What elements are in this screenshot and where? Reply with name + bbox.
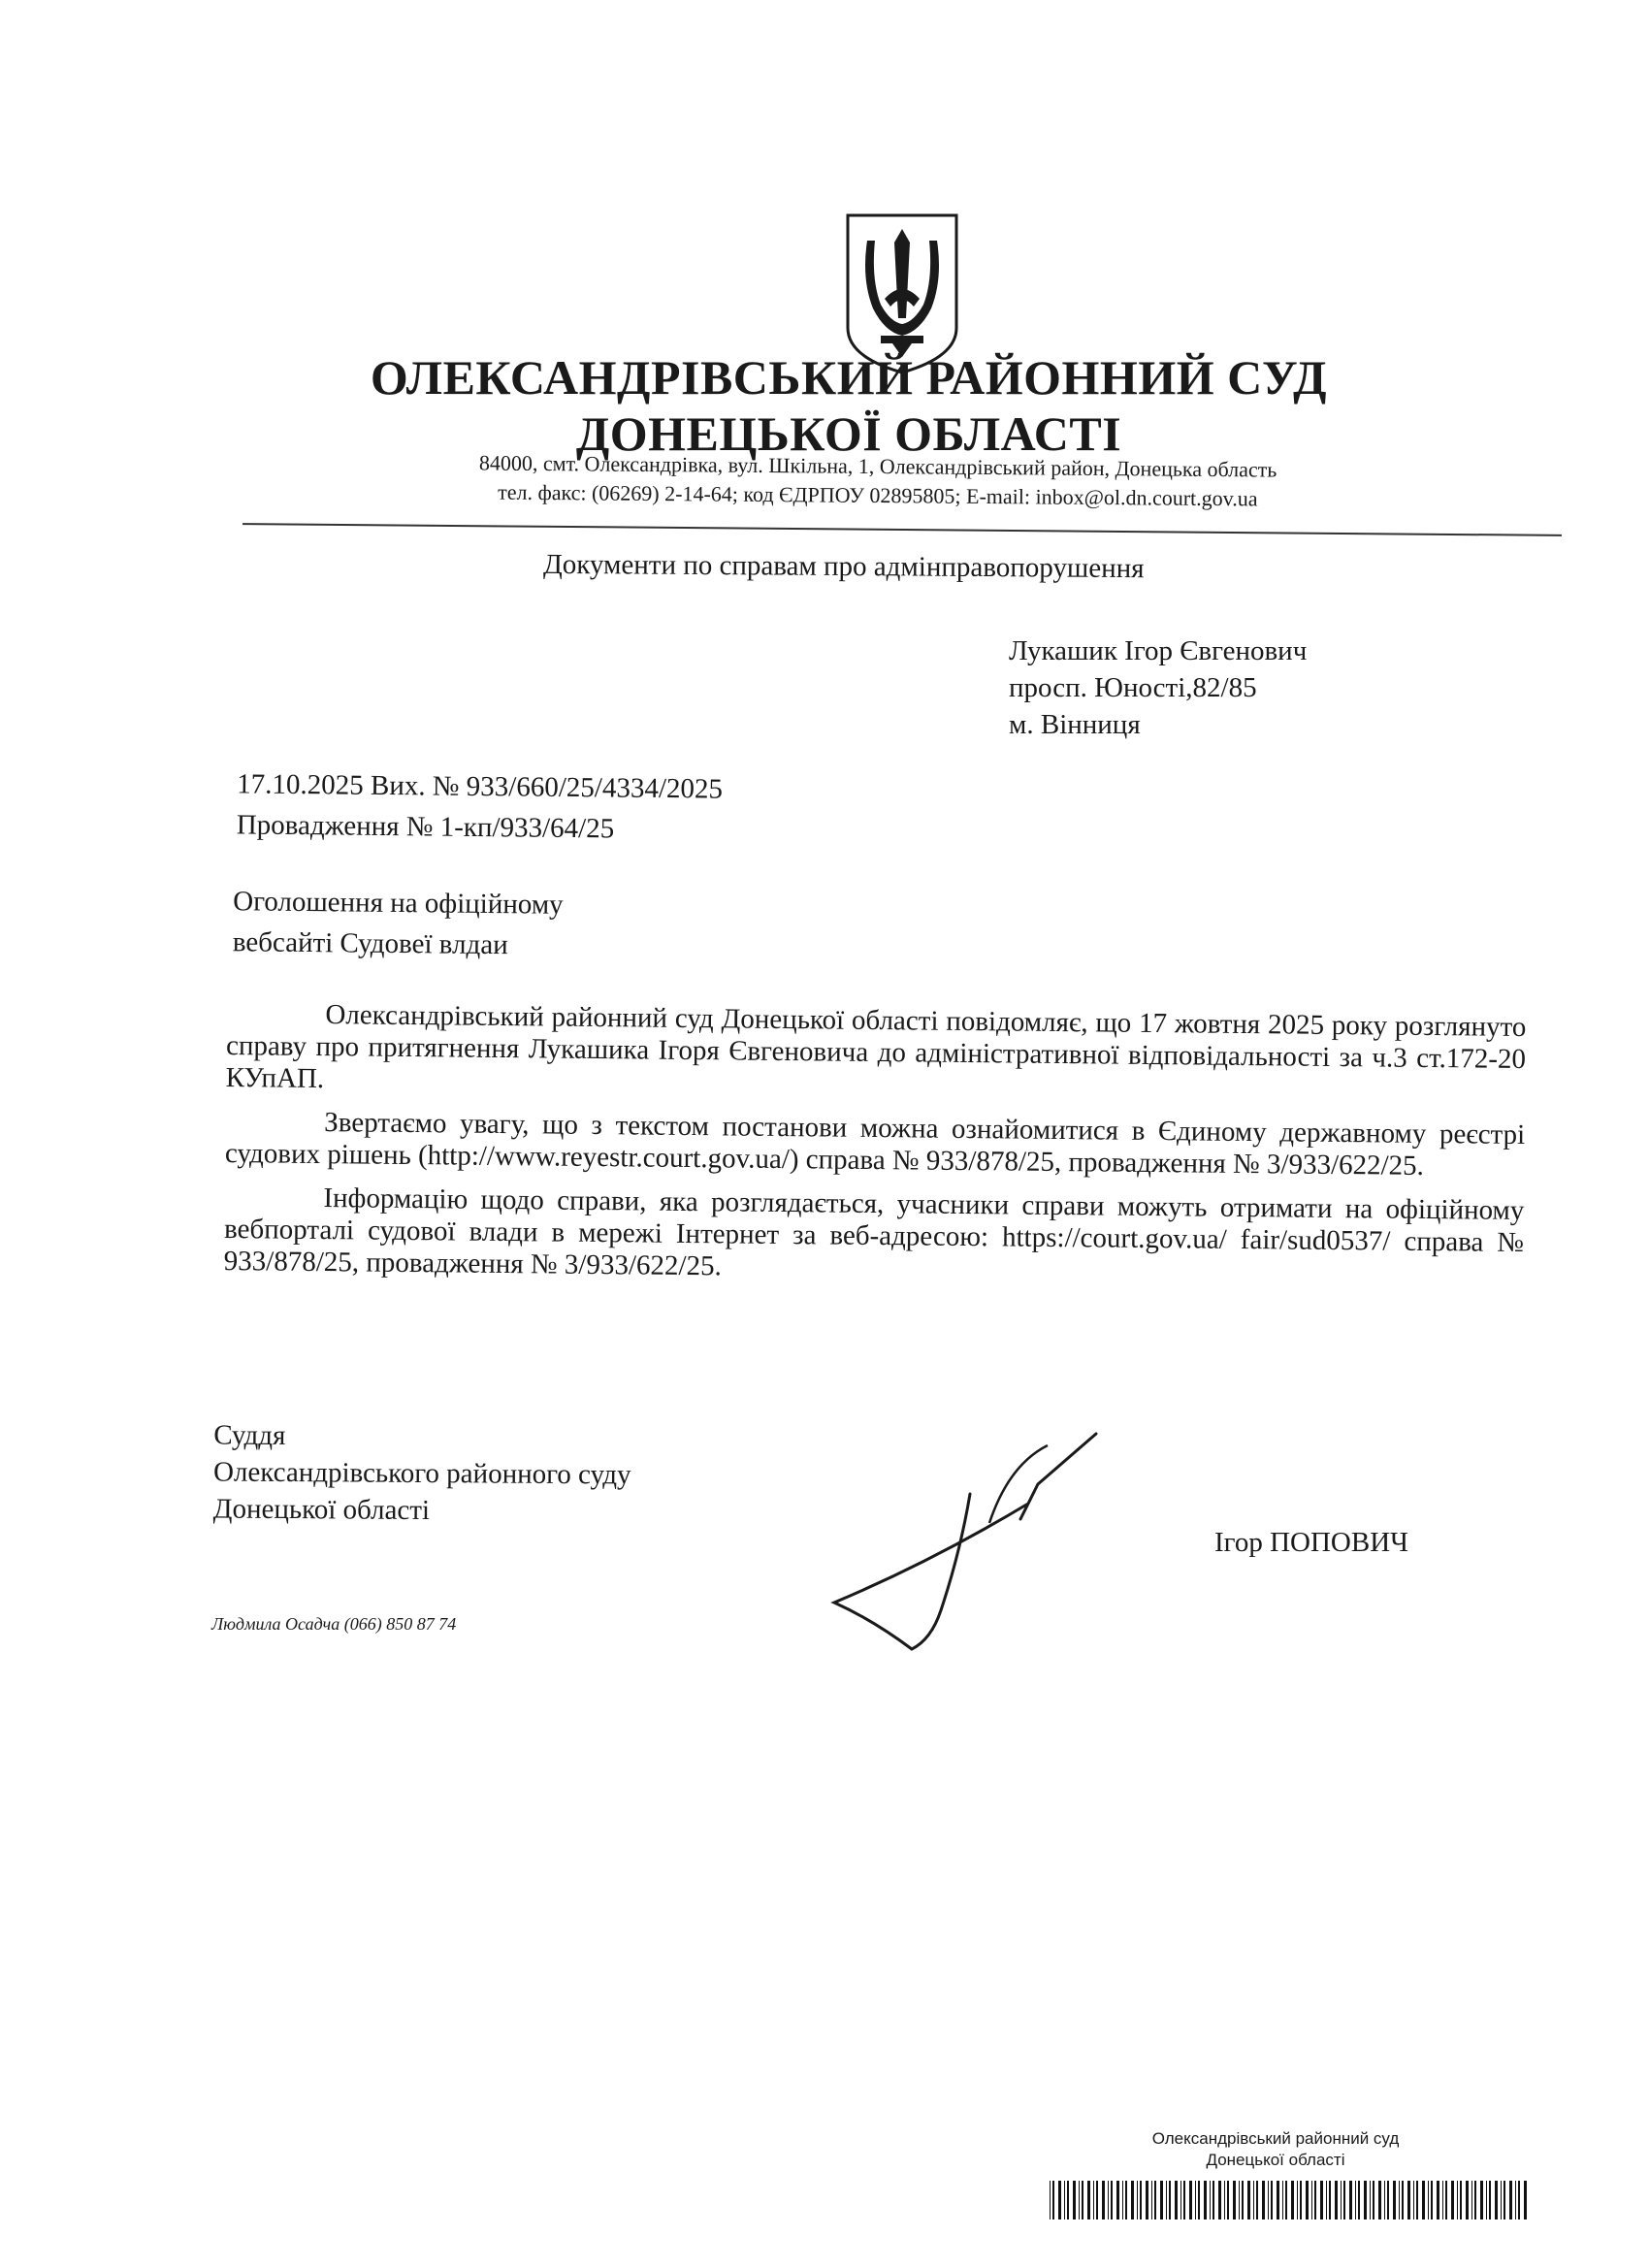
barcode-bar: [1052, 2181, 1054, 2219]
barcode-bar: [1224, 2181, 1225, 2219]
barcode-bar: [1050, 2181, 1051, 2219]
barcode-bar: [1212, 2181, 1214, 2219]
barcode-bar: [1166, 2181, 1167, 2219]
barcode-bar: [1093, 2181, 1094, 2219]
barcode-bar: [1125, 2181, 1127, 2219]
barcode-bar: [1198, 2181, 1200, 2219]
announcement-line1: Оголошення на офіційному: [233, 886, 564, 921]
barcode: [1048, 2181, 1533, 2219]
barcode-bar: [1515, 2181, 1516, 2219]
barcode-bar: [1195, 2181, 1196, 2219]
barcode-bar: [1210, 2181, 1211, 2219]
barcode-bar: [1329, 2181, 1331, 2219]
court-name: [340, 349, 1358, 462]
barcode-bar: [1373, 2181, 1374, 2219]
barcode-bar: [1474, 2181, 1476, 2219]
stamp-line1: Олександрівський районний суд: [1151, 2129, 1400, 2148]
barcode-bar: [1297, 2181, 1298, 2219]
department-title: Документи по справам про адмінправопорушення: [542, 548, 1145, 585]
barcode-bar: [1524, 2181, 1527, 2219]
barcode-bar: [1326, 2181, 1327, 2219]
barcode-bar: [1422, 2181, 1425, 2219]
barcode-bar: [1137, 2181, 1138, 2219]
announcement-title: [233, 881, 564, 966]
barcode-bar: [1306, 2181, 1309, 2219]
barcode-bar: [1247, 2181, 1250, 2219]
barcode-bar: [1358, 2181, 1360, 2219]
barcode-bar: [1233, 2181, 1236, 2219]
contact-line: Людмила Осадча (066) 850 87 74: [211, 1614, 457, 1634]
address-line1: 84000, смт. Олександрівка, вул. Шкільна, 1, Олександрівський район, Донецька область: [478, 450, 1277, 482]
barcode-bar: [1480, 2181, 1483, 2219]
barcode-bar: [1122, 2181, 1123, 2219]
court-address: [378, 448, 1377, 515]
signer-title2: Олександрівського районного суду: [212, 1456, 631, 1491]
barcode-bar: [1180, 2181, 1181, 2219]
letter-body: [223, 998, 1526, 1303]
barcode-bar: [1082, 2181, 1083, 2219]
body-paragraph: Олександрівський районний суд Донецької області повідомляє, що 17 жовтня 2025 року розглянуто справу про притягнення Лукашика Ігоря Євгеновича до адміністративної відповідальності за ч.3 ст.172-20 КУпАП.: [225, 999, 1527, 1095]
signer-title3: Донецької області: [212, 1493, 431, 1527]
body-paragraph: Звертаємо увагу, що з текстом постанови можна ознайомитися в Єдиному державному реєстрі судових рішень (http://www.reyestr.court.gov.ua/) справа № 933/878/25, провадження № 3/933/622/25.: [224, 1107, 1526, 1182]
barcode-bar: [1140, 2181, 1142, 2219]
barcode-bar: [1073, 2181, 1076, 2219]
court-name-line1: ОЛЕКСАНДРІВСЬКИЙ РАЙОННИЙ СУД: [370, 350, 1328, 405]
barcode-bar: [1058, 2181, 1061, 2219]
signer-title1: Суддя: [213, 1419, 286, 1452]
barcode-bar: [1402, 2181, 1404, 2219]
barcode-bar: [1509, 2181, 1512, 2219]
barcode-bar: [1079, 2181, 1080, 2219]
barcode-bar: [1102, 2181, 1105, 2219]
recipient-city: м. Вінниця: [1009, 709, 1141, 740]
barcode-bar: [1387, 2181, 1389, 2219]
barcode-bar: [1428, 2181, 1429, 2219]
recipient-block: [1009, 632, 1307, 743]
barcode-bar: [1108, 2181, 1109, 2219]
barcode-bar: [1256, 2181, 1258, 2219]
barcode-bar: [1218, 2181, 1221, 2219]
barcode-bar: [1393, 2181, 1396, 2219]
barcode-bar: [1431, 2181, 1433, 2219]
barcode-bar: [1087, 2181, 1090, 2219]
barcode-bar: [1282, 2181, 1283, 2219]
barcode-bar: [1268, 2181, 1269, 2219]
barcode-bar: [1204, 2181, 1207, 2219]
announcement-line2: вебсайті Судовеї влдаи: [232, 926, 508, 961]
header-divider: [242, 523, 1562, 536]
barcode-bar: [1311, 2181, 1312, 2219]
court-name-line2: ДОНЕЦЬКОЇ ОБЛАСТІ: [575, 406, 1122, 461]
barcode-bar: [1320, 2181, 1323, 2219]
barcode-bar: [1064, 2181, 1065, 2219]
barcode-bar: [1495, 2181, 1498, 2219]
barcode-bar: [1445, 2181, 1447, 2219]
barcode-bar: [1116, 2181, 1119, 2219]
barcode-bar: [1466, 2181, 1469, 2219]
barcode-bar: [1486, 2181, 1487, 2219]
barcode-bar: [1343, 2181, 1345, 2219]
barcode-bar: [1413, 2181, 1414, 2219]
barcode-bar: [1271, 2181, 1273, 2219]
body-paragraph: Інформацію щодо справи, яка розглядається, учасники справи можуть отримати на офіційному вебпорталі судової влади в мережі Інтернет за веб-адресою: https://court.gov.ua/ fair/sud0537/ справа № 933/878/25, провадження № 3/933/622/25.: [223, 1183, 1525, 1282]
handwritten-signature: [815, 1426, 1145, 1669]
barcode-bar: [1399, 2181, 1400, 2219]
recipient-name: Лукашик Ігор Євгенович: [1009, 635, 1308, 666]
barcode-bar: [1239, 2181, 1240, 2219]
barcode-bar: [1501, 2181, 1502, 2219]
outgoing-number: 17.10.2025 Вих. № 933/660/25/4334/2025: [237, 768, 724, 805]
barcode-bar: [1169, 2181, 1171, 2219]
proceeding-number: Провадження № 1-кп/933/64/25: [236, 809, 615, 845]
barcode-bar: [1151, 2181, 1152, 2219]
barcode-bar: [1355, 2181, 1356, 2219]
barcode-bar: [1253, 2181, 1254, 2219]
stamp-line2: Донецької області: [1206, 2151, 1345, 2169]
address-line2: тел. факс: (06269) 2-14-64; код ЄДРПОУ 02895805; E-mail: inbox@ol.dn.court.gov.ua: [498, 479, 1258, 511]
barcode-bar: [1471, 2181, 1472, 2219]
registration-stamp: [1116, 2128, 1436, 2171]
barcode-bar: [1227, 2181, 1229, 2219]
barcode-bar: [1437, 2181, 1439, 2219]
barcode-bar: [1407, 2181, 1410, 2219]
barcode-bar: [1416, 2181, 1418, 2219]
barcode-bar: [1364, 2181, 1367, 2219]
recipient-street: просп. Юності,82/85: [1009, 672, 1257, 703]
barcode-bar: [1300, 2181, 1302, 2219]
barcode-bar: [1175, 2181, 1178, 2219]
barcode-bar: [1160, 2181, 1163, 2219]
reference-block: [237, 763, 724, 850]
barcode-bar: [1341, 2181, 1342, 2219]
barcode-bar: [1096, 2181, 1098, 2219]
barcode-bar: [1111, 2181, 1113, 2219]
barcode-bar: [1378, 2181, 1381, 2219]
barcode-bar: [1131, 2181, 1134, 2219]
barcode-bar: [1146, 2181, 1148, 2219]
barcode-bar: [1451, 2181, 1454, 2219]
barcode-bar: [1189, 2181, 1192, 2219]
barcode-bar: [1154, 2181, 1156, 2219]
barcode-bar: [1460, 2181, 1462, 2219]
barcode-bar: [1349, 2181, 1352, 2219]
barcode-bar: [1457, 2181, 1458, 2219]
signer-block: [213, 1416, 631, 1530]
barcode-bar: [1285, 2181, 1287, 2219]
barcode-bar: [1183, 2181, 1185, 2219]
barcode-bar: [1262, 2181, 1265, 2219]
barcode-bar: [1335, 2181, 1338, 2219]
barcode-bar: [1384, 2181, 1385, 2219]
barcode-bar: [1242, 2181, 1244, 2219]
judge-name: Ігор ПОПОВИЧ: [1214, 1527, 1408, 1558]
barcode-bar: [1504, 2181, 1505, 2219]
barcode-bar: [1067, 2181, 1069, 2219]
barcode-bar: [1291, 2181, 1294, 2219]
barcode-bar: [1442, 2181, 1443, 2219]
barcode-bar: [1277, 2181, 1279, 2219]
barcode-bar: [1518, 2181, 1520, 2219]
barcode-bar: [1370, 2181, 1371, 2219]
barcode-bar: [1314, 2181, 1316, 2219]
barcode-bar: [1489, 2181, 1491, 2219]
